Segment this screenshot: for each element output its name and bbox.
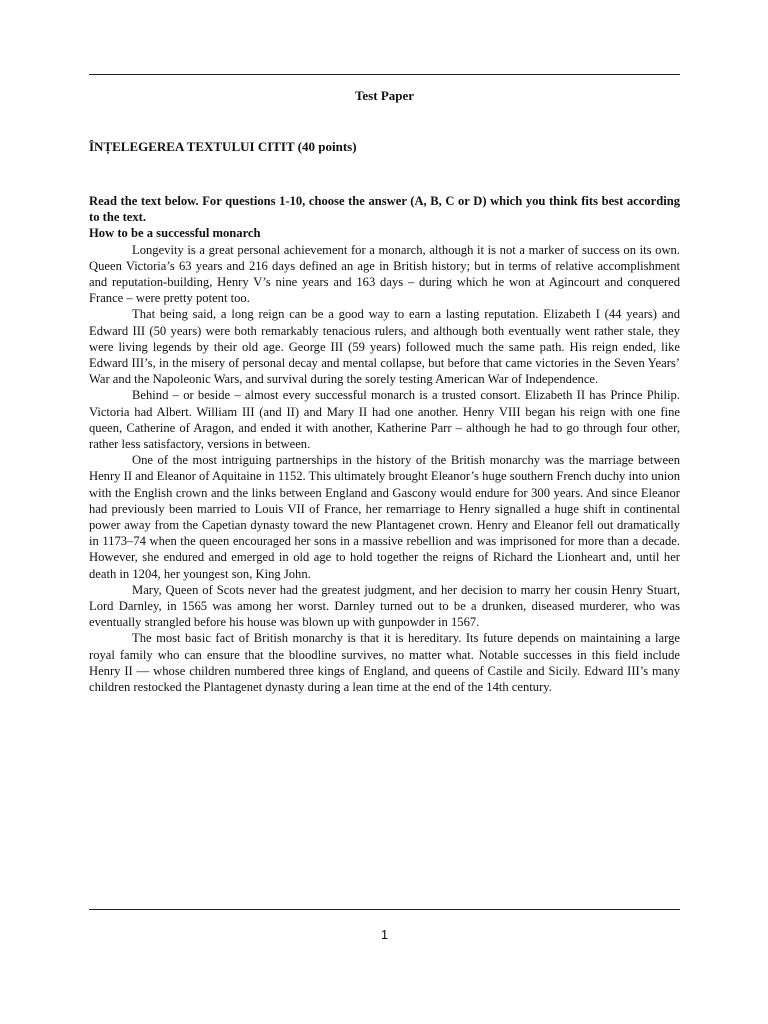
section-title: ÎNȚELEGEREA TEXTULUI CITIT (40 points)	[89, 139, 357, 154]
header-rule	[89, 74, 680, 75]
footer-rule	[89, 909, 680, 910]
document-title: Test Paper	[354, 88, 415, 103]
article-title: How to be a successful monarch	[89, 226, 261, 241]
article-paragraph: One of the most intriguing partnerships in the history of the British monarchy was the marriage between Henry II and Eleanor of Aquitaine in 1152. This ultimately brought Eleanor’s huge southern French duchy into union with the English crown and the links between England and Gascony would endure for 300 years. And since Eleanor had previously been married to Louis VII of France, her remarriage to Henry signalled a huge shift in continental power away from the Capetian dynasty toward the new Plantagenet crown. Henry and Eleanor fell out dramatically in 1173–74 when the queen encouraged her sons in a massive rebellion and was imprisoned for more than a decade. However, she endured and emerged in old age to hold together the reigns of Richard the Lionheart and, until her death in 1204, her youngest son, King John.	[89, 453, 680, 581]
instructions-text: Read the text below. For questions 1-10, choose the answer (A, B, C or D) which you think fits best according to the text.	[89, 194, 680, 225]
page-content	[89, 193, 680, 695]
article-paragraph: The most basic fact of British monarchy is that it is hereditary. Its future depends on maintaining a large royal family who can ensure that the bloodline survives, no matter what. Notable successes in this field include Henry II — whose children numbered three kings of England, and queens of Castile and Sicily. Edward III’s many children restocked the Plantagenet dynasty during a lean time at the end of the 14th century.	[89, 631, 680, 695]
article-paragraph: Longevity is a great personal achievement for a monarch, although it is not a marker of success on its own. Queen Victoria’s 63 years and 216 days defined an age in British history; but in terms of relative accomplishment and reputation-building, Henry V’s nine years and 163 days – during which he won at Agincourt and conquered France – were pretty potent too.	[89, 242, 680, 306]
article-paragraph: Behind – or beside – almost every successful monarch is a trusted consort. Elizabeth II has Prince Philip. Victoria had Albert. William III (and II) and Mary II had one another. Henry VIII began his reign with one fine queen, Catherine of Aragon, and ended it with another, Katherine Parr – although he had to go through four other, rather less satisfactory, versions in between.	[89, 388, 680, 452]
article-paragraph: Mary, Queen of Scots never had the greatest judgment, and her decision to marry her cousin Henry Stuart, Lord Darnley, in 1565 was among her worst. Darnley turned out to be a drunken, diseased murderer, who was eventually strangled before his house was blown up with gunpowder in 1567.	[89, 582, 680, 630]
article-paragraph: That being said, a long reign can be a good way to earn a lasting reputation. Elizabeth I (44 years) and Edward III (50 years) were both remarkably tenacious rulers, and although both eventually went rather stale, they were living legends by their old age. George III (59 years) followed much the same path. His reign ended, like Edward III’s, in the misery of personal decay and mental collapse, but before that came victories in the Seven Years’ War and the Napoleonic Wars, and survival during the sorely testing American War of Independence.	[89, 307, 680, 387]
page-number: 1	[380, 927, 389, 942]
